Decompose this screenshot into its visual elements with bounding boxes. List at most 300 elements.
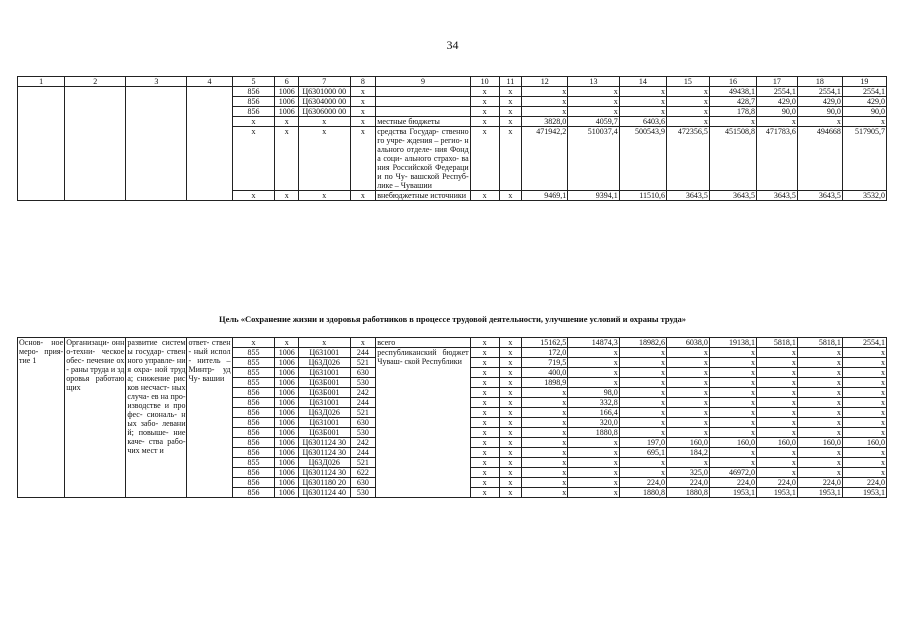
table-cell: x <box>666 87 709 97</box>
table-cell: x <box>232 191 275 201</box>
table-cell: 2554,1 <box>757 87 798 97</box>
table-cell: 530 <box>350 488 376 498</box>
table-cell: 160,0 <box>797 438 842 448</box>
table-cell <box>376 87 470 97</box>
table-cell: x <box>797 418 842 428</box>
table-cell: x <box>350 87 376 97</box>
table-cell: x <box>275 191 299 201</box>
table-cell: 471942,2 <box>522 127 568 191</box>
table-cell: 855 <box>232 378 275 388</box>
table-cell: Ц631001 <box>299 418 350 428</box>
top-table <box>17 76 887 201</box>
table-cell: x <box>666 117 709 127</box>
table-cell: 3643,5 <box>757 191 798 201</box>
table-cell: x <box>522 438 568 448</box>
table-cell: x <box>797 458 842 468</box>
table-row <box>18 338 887 348</box>
table-cell: x <box>842 388 886 398</box>
table-cell: 9394,1 <box>568 191 619 201</box>
table-cell: местные бюджеты <box>376 117 470 127</box>
table-cell: 242 <box>350 438 376 448</box>
table-cell: x <box>522 428 568 438</box>
table-cell: 160,0 <box>709 438 756 448</box>
table-cell: 1006 <box>275 348 299 358</box>
table-cell: 2554,1 <box>842 338 886 348</box>
table-cell: 244 <box>350 348 376 358</box>
table-cell: x <box>275 127 299 191</box>
column-number: 19 <box>842 77 886 87</box>
table-cell: x <box>299 191 350 201</box>
table-cell: 332,8 <box>568 398 619 408</box>
table-cell: x <box>666 378 709 388</box>
header-row <box>18 77 887 87</box>
table-cell: 320,0 <box>568 418 619 428</box>
table-cell: x <box>470 468 499 478</box>
table-cell: x <box>709 428 756 438</box>
column-number: 3 <box>126 77 187 87</box>
table-cell: x <box>666 458 709 468</box>
table-cell: x <box>757 428 798 438</box>
table-cell: 90,0 <box>757 107 798 117</box>
table-cell: x <box>619 107 666 117</box>
table-cell: 719,5 <box>522 358 568 368</box>
table-cell: Ц63Д026 <box>299 358 350 368</box>
table-cell: Ц6301124 40 <box>299 488 350 498</box>
table-cell: x <box>842 428 886 438</box>
table-cell: 172,0 <box>522 348 568 358</box>
table-cell: 1953,1 <box>842 488 886 498</box>
table-cell: x <box>522 388 568 398</box>
table-cell: x <box>499 87 522 97</box>
table-cell: x <box>842 408 886 418</box>
table-cell: 855 <box>232 458 275 468</box>
table-cell: x <box>568 348 619 358</box>
table-cell: 1006 <box>275 488 299 498</box>
table-cell: 856 <box>232 398 275 408</box>
table-cell: 18982,6 <box>619 338 666 348</box>
table-cell: x <box>275 338 299 348</box>
column-number: 2 <box>65 77 126 87</box>
empty-cell <box>126 87 187 201</box>
table-cell: x <box>232 117 275 127</box>
table-cell: x <box>666 368 709 378</box>
table-cell: 244 <box>350 398 376 408</box>
table-cell: 1898,9 <box>522 378 568 388</box>
table-cell: x <box>470 97 499 107</box>
column-number: 7 <box>299 77 350 87</box>
table-cell: 429,0 <box>797 97 842 107</box>
event-purpose: развитие системы государ- ственного управле- ния охра- ной труда; снижение рисков несчаст- ных случа- ев на про- изводстве и профес- сиональ- ных забо- леваний; повыше- ние каче- ства рабо- чих мест и <box>126 338 187 498</box>
table-cell: x <box>619 418 666 428</box>
table-cell: 695,1 <box>619 448 666 458</box>
table-cell: x <box>568 438 619 448</box>
column-number: 16 <box>709 77 756 87</box>
table-cell: Ц6301000 00 <box>299 87 350 97</box>
column-number: 5 <box>232 77 275 87</box>
table-cell: 856 <box>232 468 275 478</box>
table-cell: x <box>470 348 499 358</box>
table-cell: x <box>522 107 568 117</box>
column-number: 15 <box>666 77 709 87</box>
table-cell: 1006 <box>275 458 299 468</box>
table-cell: 3643,5 <box>666 191 709 201</box>
table-cell: x <box>842 378 886 388</box>
table-cell: Ц63Б001 <box>299 428 350 438</box>
table-cell: x <box>619 358 666 368</box>
table-cell: x <box>499 418 522 428</box>
table-cell: x <box>470 398 499 408</box>
table-cell: 2554,1 <box>842 87 886 97</box>
table-cell: x <box>499 388 522 398</box>
table-cell: 242 <box>350 388 376 398</box>
event-executor: ответ- ствен- ный испол- нитель – Минтр- уд Чу- вашии <box>187 338 232 498</box>
table-cell: Ц63Д026 <box>299 458 350 468</box>
table-cell: 9469,1 <box>522 191 568 201</box>
table-cell: x <box>522 87 568 97</box>
table-cell: x <box>522 448 568 458</box>
table-cell: 160,0 <box>757 438 798 448</box>
table-cell: внебюджетные источники <box>376 191 470 201</box>
table-cell: x <box>666 418 709 428</box>
table-cell: x <box>499 468 522 478</box>
table-cell: 19138,1 <box>709 338 756 348</box>
table-cell: x <box>470 438 499 448</box>
table-cell: x <box>499 448 522 458</box>
table-cell: x <box>499 438 522 448</box>
table-cell: x <box>797 368 842 378</box>
table-cell: 90,0 <box>842 107 886 117</box>
table-cell: 3532,0 <box>842 191 886 201</box>
table-cell: x <box>522 418 568 428</box>
table-cell: x <box>709 117 756 127</box>
table-cell: Ц6301124 30 <box>299 468 350 478</box>
table-cell: x <box>499 338 522 348</box>
table-cell: x <box>797 398 842 408</box>
table-cell: 1880,8 <box>666 488 709 498</box>
table-cell: Ц63Б001 <box>299 378 350 388</box>
table-cell: 530 <box>350 378 376 388</box>
table-cell: 1006 <box>275 368 299 378</box>
table-cell: 184,2 <box>666 448 709 458</box>
table-cell <box>376 107 470 117</box>
table-cell: 1006 <box>275 107 299 117</box>
table-cell: 1006 <box>275 388 299 398</box>
table-cell: 494668 <box>797 127 842 191</box>
table-cell: Ц631001 <box>299 348 350 358</box>
table-cell: x <box>499 488 522 498</box>
column-number: 18 <box>797 77 842 87</box>
table-cell: 224,0 <box>666 478 709 488</box>
table-cell: x <box>470 428 499 438</box>
table-cell: 224,0 <box>842 478 886 488</box>
table-cell: x <box>568 458 619 468</box>
table-cell: 4059,7 <box>568 117 619 127</box>
table-cell: 855 <box>232 358 275 368</box>
table-cell: 1006 <box>275 428 299 438</box>
table-cell: x <box>470 488 499 498</box>
table-cell: x <box>499 378 522 388</box>
table-cell: x <box>757 348 798 358</box>
column-number: 11 <box>499 77 522 87</box>
table-cell: x <box>757 468 798 478</box>
table-cell: 521 <box>350 358 376 368</box>
table-cell: 3828,0 <box>522 117 568 127</box>
table-cell: x <box>470 358 499 368</box>
table-cell: x <box>709 388 756 398</box>
table-cell: 1006 <box>275 408 299 418</box>
table-cell: 90,0 <box>797 107 842 117</box>
table-cell: x <box>842 368 886 378</box>
table-cell: x <box>666 358 709 368</box>
table-cell: 1006 <box>275 358 299 368</box>
table-cell: 1006 <box>275 448 299 458</box>
table-cell: x <box>499 428 522 438</box>
table-cell: 1953,1 <box>757 488 798 498</box>
table-cell: x <box>842 448 886 458</box>
table-cell: x <box>568 448 619 458</box>
table-cell: Ц6301180 20 <box>299 478 350 488</box>
column-number: 6 <box>275 77 299 87</box>
empty-cell <box>187 87 232 201</box>
table-cell: x <box>619 398 666 408</box>
table-cell: 1006 <box>275 468 299 478</box>
table-cell: x <box>499 358 522 368</box>
empty-cell <box>18 87 65 201</box>
table-cell: x <box>568 358 619 368</box>
table-cell: 1880,8 <box>568 428 619 438</box>
table-cell: Ц63Б001 <box>299 388 350 398</box>
table-cell: 49438,1 <box>709 87 756 97</box>
table-cell: x <box>797 428 842 438</box>
table-cell: 1953,1 <box>797 488 842 498</box>
column-number: 14 <box>619 77 666 87</box>
table-cell: x <box>709 458 756 468</box>
table-cell: 856 <box>232 87 275 97</box>
event-name: Организаци- онно-техни- ческое обес- печение ох- раны труда и здоровья работающих <box>65 338 126 498</box>
column-number: 17 <box>757 77 798 87</box>
table-cell: x <box>350 107 376 117</box>
table-cell: x <box>499 458 522 468</box>
table-cell: 166,4 <box>568 408 619 418</box>
table-cell: 856 <box>232 478 275 488</box>
table-cell: x <box>470 378 499 388</box>
table-cell: 1953,1 <box>709 488 756 498</box>
table-cell: x <box>568 368 619 378</box>
table-cell: x <box>470 458 499 468</box>
table-cell: Ц631001 <box>299 398 350 408</box>
table-cell: x <box>619 428 666 438</box>
table-cell: x <box>499 191 522 201</box>
table-cell: x <box>757 378 798 388</box>
table-cell: x <box>709 348 756 358</box>
table-cell: 856 <box>232 388 275 398</box>
table-cell: 325,0 <box>666 468 709 478</box>
table-cell: x <box>522 468 568 478</box>
table-cell: x <box>666 428 709 438</box>
table-cell: x <box>299 127 350 191</box>
table-cell: x <box>568 468 619 478</box>
table-cell: x <box>470 338 499 348</box>
table-cell: x <box>842 398 886 408</box>
table-cell: x <box>797 408 842 418</box>
table-cell: 521 <box>350 408 376 418</box>
table-cell: 1006 <box>275 398 299 408</box>
table-cell: x <box>568 488 619 498</box>
table-cell: Ц63Д026 <box>299 408 350 418</box>
table-cell: x <box>709 368 756 378</box>
table-cell: 855 <box>232 368 275 378</box>
table-cell: x <box>522 97 568 107</box>
table-cell: x <box>470 408 499 418</box>
table-cell: x <box>275 117 299 127</box>
table-cell: Ц631001 <box>299 368 350 378</box>
table-cell: 472356,5 <box>666 127 709 191</box>
table-cell: x <box>619 378 666 388</box>
table-cell: x <box>350 117 376 127</box>
table-cell: 1006 <box>275 378 299 388</box>
table-cell: x <box>797 378 842 388</box>
table-cell: x <box>797 117 842 127</box>
table-cell: 855 <box>232 348 275 358</box>
table-cell <box>376 97 470 107</box>
table-cell: 5818,1 <box>757 338 798 348</box>
table-cell: 630 <box>350 478 376 488</box>
table-cell: x <box>470 127 499 191</box>
table-cell: x <box>797 448 842 458</box>
table-cell: x <box>842 348 886 358</box>
table-cell: x <box>470 117 499 127</box>
page-number: 34 <box>446 38 459 52</box>
table-cell: 1006 <box>275 438 299 448</box>
table-cell: x <box>522 398 568 408</box>
table-cell: x <box>499 478 522 488</box>
table-cell: x <box>522 488 568 498</box>
table-cell: x <box>666 408 709 418</box>
table-cell: x <box>757 448 798 458</box>
table-cell: Ц6301124 30 <box>299 448 350 458</box>
table-cell: 3643,5 <box>709 191 756 201</box>
table-cell: x <box>619 468 666 478</box>
table-cell: 517905,7 <box>842 127 886 191</box>
table-cell: x <box>499 127 522 191</box>
table-cell: x <box>842 468 886 478</box>
table-cell: 2554,1 <box>797 87 842 97</box>
table-cell: x <box>232 127 275 191</box>
table-cell: x <box>499 398 522 408</box>
table-cell: 46972,0 <box>709 468 756 478</box>
table-cell: x <box>757 358 798 368</box>
table-cell: x <box>797 388 842 398</box>
table-cell: x <box>757 408 798 418</box>
table-cell: x <box>350 97 376 107</box>
table-cell: 856 <box>232 438 275 448</box>
table-cell: x <box>709 448 756 458</box>
table-cell: x <box>797 358 842 368</box>
table-cell: 1006 <box>275 478 299 488</box>
column-number: 13 <box>568 77 619 87</box>
table-cell: x <box>232 338 275 348</box>
table-cell: 856 <box>232 408 275 418</box>
table-cell: x <box>350 338 376 348</box>
table-cell: 160,0 <box>842 438 886 448</box>
table-cell: x <box>499 348 522 358</box>
table-cell: x <box>666 107 709 117</box>
table-cell: 510037,4 <box>568 127 619 191</box>
table-cell: x <box>470 368 499 378</box>
table-cell: x <box>350 127 376 191</box>
table-cell: x <box>470 107 499 117</box>
table-cell: x <box>568 478 619 488</box>
column-number: 4 <box>187 77 232 87</box>
table-cell: x <box>470 87 499 97</box>
table-cell: 451508,8 <box>709 127 756 191</box>
table-cell: x <box>619 458 666 468</box>
table-cell: x <box>666 388 709 398</box>
table-cell: x <box>470 388 499 398</box>
event-table <box>17 337 887 498</box>
source-budget: республиканский бюджет Чуваш- ской Республики <box>376 348 470 498</box>
table-cell: x <box>709 378 756 388</box>
table-cell: x <box>522 408 568 418</box>
table-cell: Ц6301124 30 <box>299 438 350 448</box>
table-cell: x <box>470 448 499 458</box>
table-cell: 224,0 <box>797 478 842 488</box>
table-cell: x <box>797 348 842 358</box>
table-cell: x <box>757 388 798 398</box>
table-cell: x <box>666 97 709 107</box>
table-cell: x <box>499 117 522 127</box>
table-cell: 1006 <box>275 97 299 107</box>
table-cell: x <box>709 358 756 368</box>
table-cell: 630 <box>350 368 376 378</box>
table-cell: 15162,5 <box>522 338 568 348</box>
table-cell: 530 <box>350 428 376 438</box>
table-cell: x <box>842 358 886 368</box>
table-cell: 224,0 <box>709 478 756 488</box>
table-cell: x <box>797 468 842 478</box>
column-number: 10 <box>470 77 499 87</box>
table-cell: x <box>470 418 499 428</box>
table-cell: средства Государ- ственного учре- ждения – регио- нального отделе- ния Фонда соци- ального страхо- вания Российской Федерации по Чу- вашской Респуб- лике – Чувашии <box>377 127 469 190</box>
table-cell: 521 <box>350 458 376 468</box>
table-cell: x <box>499 107 522 117</box>
table-cell: 429,0 <box>757 97 798 107</box>
table-cell: 160,0 <box>666 438 709 448</box>
table-cell: x <box>568 378 619 388</box>
table-cell: 1006 <box>275 418 299 428</box>
column-number: 12 <box>522 77 568 87</box>
column-number: 1 <box>18 77 65 87</box>
table-cell: x <box>757 368 798 378</box>
table-cell: x <box>619 408 666 418</box>
table-cell: 98,0 <box>568 388 619 398</box>
table-cell: 856 <box>232 97 275 107</box>
table-cell: x <box>619 368 666 378</box>
table-cell: 428,7 <box>709 97 756 107</box>
table-cell: x <box>842 458 886 468</box>
table-cell: 856 <box>232 418 275 428</box>
table-cell: x <box>499 368 522 378</box>
table-cell: x <box>568 87 619 97</box>
table-cell: x <box>666 348 709 358</box>
table-cell: x <box>757 458 798 468</box>
table-cell: 429,0 <box>842 97 886 107</box>
table-cell: 14874,3 <box>568 338 619 348</box>
table-cell: x <box>522 458 568 468</box>
table-cell: 630 <box>350 418 376 428</box>
table-cell: Ц6306000 00 <box>299 107 350 117</box>
table-cell: 197,0 <box>619 438 666 448</box>
